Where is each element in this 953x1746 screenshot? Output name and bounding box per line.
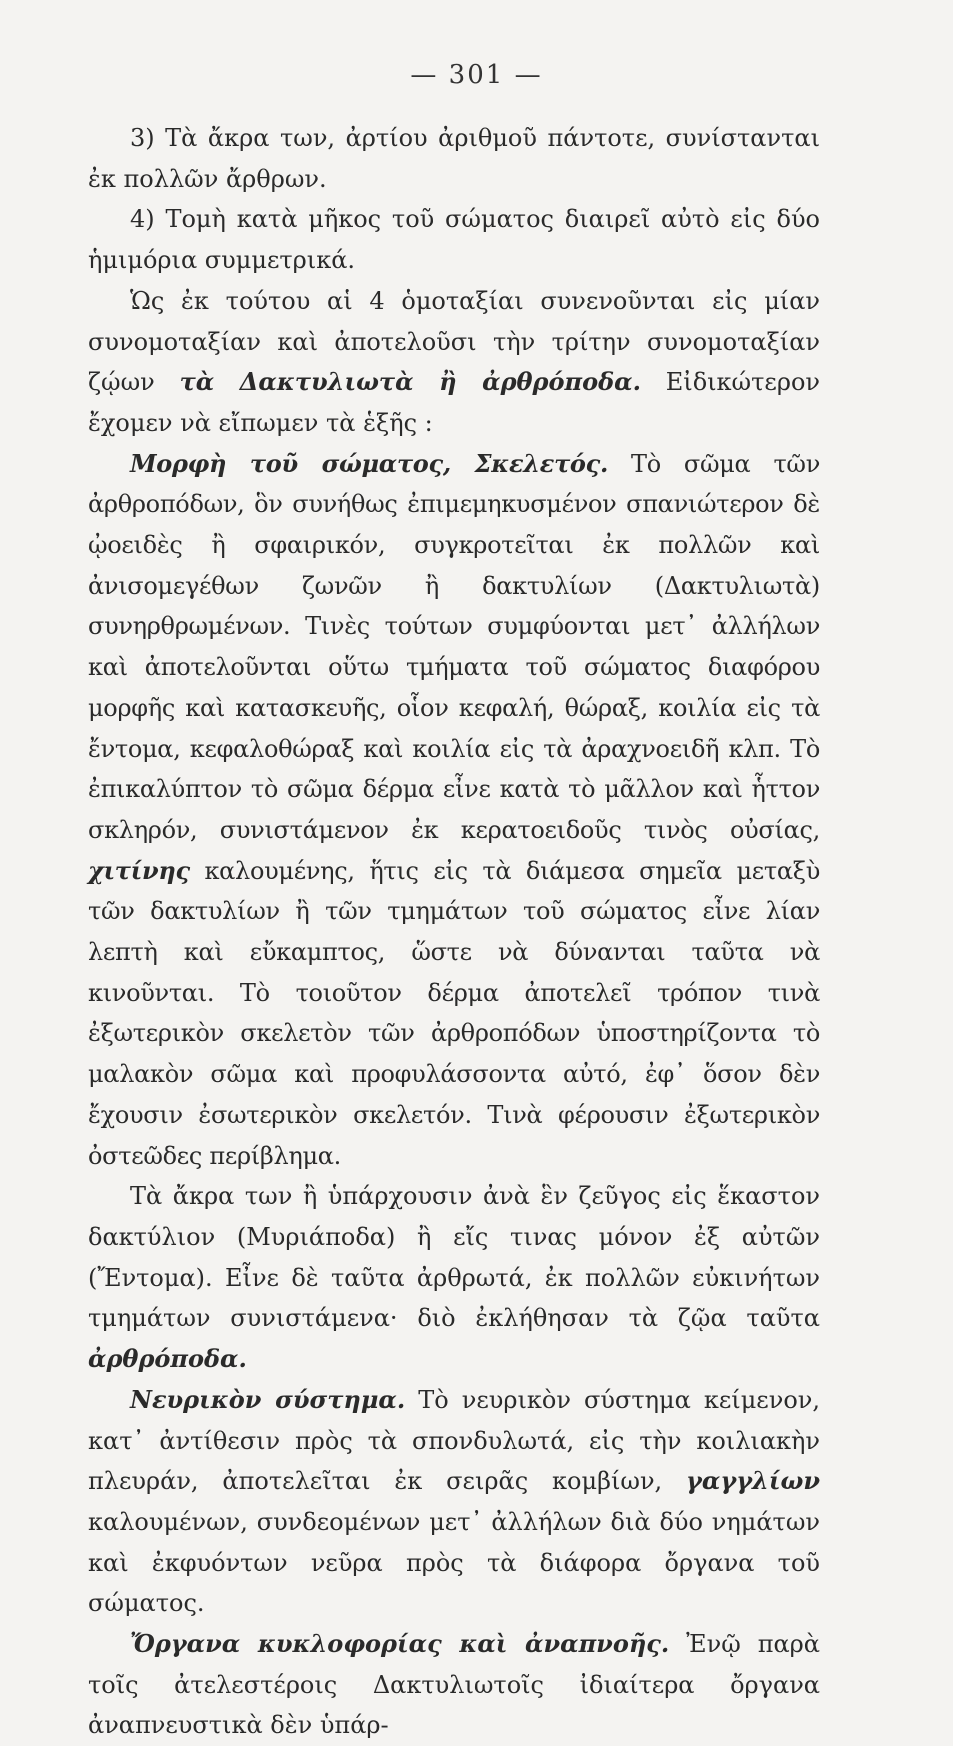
paragraph-item-3 xyxy=(88,118,820,199)
emphasis-term: τὰ Δακτυλιωτὰ ἢ ἀρθρόποδα. xyxy=(179,367,641,397)
text-segment: καλουμένης, ἥτις εἰς τὰ διάμεσα σημεῖα μεταξὺ τῶν δακτυλίων ἢ τῶν τμημάτων τοῦ σώματος εἶνε λίαν λεπτὴ καὶ εὔκαμπτος, ὥστε νὰ δύνανται ταῦτα νὰ κινοῦνται. Τὸ τοιοῦτον δέρμα ἀποτελεῖ τρόπον τινὰ ἐξωτερικὸν σκελετὸν τῶν ἀρθροπόδων ὑποστηρίζοντα τὸ μαλακὸν σῶμα καὶ προφυλάσσοντα αὐτό, ἐφ᾽ ὅσον δὲν ἔχουσιν ἐσωτερικὸν σκελετόν. Τινὰ φέρουσιν ἐξωτερικὸν ὀστεῶδες περίβλημα. xyxy=(88,856,820,1170)
text-segment: 3) Τὰ ἄκρα των, ἀρτίου ἀριθμοῦ πάντοτε, συνίστανται ἐκ πολλῶν ἄρθρων. xyxy=(88,124,820,193)
text-segment: Τὸ νευρικὸν σύστημα κείμενον, κατ᾽ ἀντίθεσιν πρὸς τὰ σπονδυλωτά, εἰς τὴν κοιλιακὴν πλευράν, ἀποτελεῖται ἐκ σειρᾶς κομβίων, xyxy=(88,1385,820,1496)
text-segment: καλουμένων, συνδεομένων μετ᾽ ἀλλήλων διὰ δύο νημάτων καὶ ἐκφυόντων νεῦρα πρὸς τὰ διάφορα ὄργανα τοῦ σώματος. xyxy=(88,1507,820,1618)
paragraph-body-shape xyxy=(88,444,820,1177)
body-text xyxy=(88,118,820,1746)
text-segment: Τὰ ἄκρα των ἢ ὑπάρχουσιν ἀνὰ ἓν ζεῦγος εἰς ἕκαστον δακτύλιον (Μυριάποδα) ἢ εἴς τινας μόνον ἐξ αὐτῶν (Ἔντομα). Εἶνε δὲ ταῦτα ἀρθρωτά, ἐκ πολλῶν εὐκινήτων τμημάτων συνιστάμενα· διὸ ἐκλήθησαν τὰ ζῷα ταῦτα xyxy=(88,1182,820,1333)
page-number: — 301 — xyxy=(410,60,543,90)
text-segment: Εἰδικώτερον ἔχομεν νὰ εἴπωμεν τὰ ἑξῆς : xyxy=(88,368,820,437)
text-segment: Ὡς ἐκ τούτου αἱ 4 ὁμοταξίαι συνενοῦνται εἰς μίαν συνομοταξίαν καὶ ἀποτελοῦσι τὴν τρίτην συνομοταξίαν ζῴων xyxy=(88,286,820,397)
emphasis-term: χιτίνης xyxy=(88,855,190,885)
section-heading: Μορφὴ τοῦ σώματος, Σκελετός. xyxy=(130,448,609,478)
text-segment: Ἐνῷ παρὰ τοῖς ἀτελεστέροις Δακτυλιωτοῖς ἰδιαίτερα ὄργανα ἀναπνευστικὰ δὲν ὑπάρ- xyxy=(88,1630,820,1740)
text-segment: 4) Τομὴ κατὰ μῆκος τοῦ σώματος διαιρεῖ αὐτὸ εἰς δύο ἡμιμόρια συμμετρικά. xyxy=(88,205,820,275)
text-segment: Τὸ σῶμα τῶν ἀρθροπόδων, ὃν συνήθως ἐπιμεμηκυσμένον σπανιώτερον δὲ ᾠοειδὲς ἢ σφαιρικόν, συγκροτεῖται ἐκ πολλῶν καὶ ἀνισομεγέθων ζωνῶν ἢ δακτυλίων (Δακτυλιωτὰ) συνηρθρωμένων. Τινὲς τούτων συμφύονται μετ᾽ ἀλλήλων καὶ ἀποτελοῦνται οὕτω τμήματα τοῦ σώματος διαφόρου μορφῆς καὶ κατασκευῆς, οἷον κεφαλή, θώραξ, κοιλία εἰς τὰ ἔντομα, κεφαλοθώραξ καὶ κοιλία εἰς τὰ ἀραχνοειδῆ κλπ. Τὸ ἐπικαλύπτον τὸ σῶμα δέρμα εἶνε κατὰ τὸ μᾶλλον καὶ ἧττον σκληρόν, συνιστάμενον ἐκ κερατοειδοῦς τινὸς οὐσίας, xyxy=(88,449,820,844)
section-heading: Ὄργανα κυκλοφορίας καὶ ἀναπνοῆς. xyxy=(130,1629,670,1659)
paragraph-nervous-system xyxy=(88,1380,820,1624)
paragraph-limbs xyxy=(88,1176,820,1380)
section-heading: Νευρικὸν σύστημα. xyxy=(130,1384,406,1414)
emphasis-term: ἀρθρόποδα. xyxy=(88,1344,247,1374)
paragraph-item-4 xyxy=(88,199,820,280)
paragraph-circulation xyxy=(88,1624,820,1746)
emphasis-term: γαγγλίων xyxy=(686,1466,820,1496)
paragraph-classification xyxy=(88,281,820,444)
